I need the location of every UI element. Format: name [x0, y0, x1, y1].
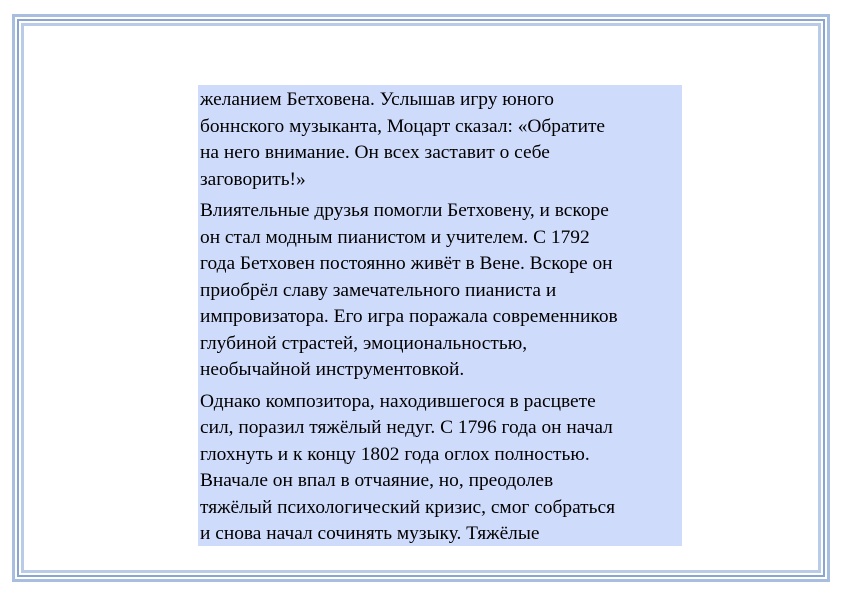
paragraph-1 — [200, 87, 682, 193]
text-line: глохнуть и к концу 1802 года оглох полностью. — [200, 443, 590, 465]
text-line: на него внимание. Он всех заставит о себе — [200, 142, 550, 163]
text-line: сил, поразил тяжёлый недуг. С 1796 года он начал — [200, 417, 613, 438]
text-line: приобрёл славу замечательного пианиста и — [200, 279, 557, 301]
text-line: тяжёлый психологический кризис, смог собраться — [200, 496, 616, 518]
paragraph-2 — [200, 198, 682, 384]
text-line: Вначале он впал в отчаяние, но, преодолев — [200, 470, 554, 491]
text-block — [198, 85, 682, 546]
text-line: импровизатора. Его игра поражала современников — [200, 306, 618, 327]
text-line: заговорить!» — [200, 168, 306, 190]
text-line: Влиятельные друзья помогли Бетховену, и вскоре — [200, 200, 609, 221]
text-line: глубиной страстей, эмоциональностью, — [200, 332, 528, 354]
text-line: он стал модным пианистом и учителем. С 1792 — [200, 226, 590, 248]
text-line: боннского музыканта, Моцарт сказал: «Обратите — [200, 115, 606, 137]
text-line: и снова начал сочинять музыку. Тяжёлые — [200, 523, 540, 544]
paragraph-3 — [200, 389, 682, 548]
text-line: Однако композитора, находившегося в расцвете — [200, 390, 596, 412]
text-line: необычайной инструментовкой. — [200, 359, 465, 380]
text-line: желанием Бетховена. Услышав игру юного — [200, 89, 554, 110]
text-line: года Бетховен постоянно живёт в Вене. Вскоре он — [200, 253, 613, 274]
